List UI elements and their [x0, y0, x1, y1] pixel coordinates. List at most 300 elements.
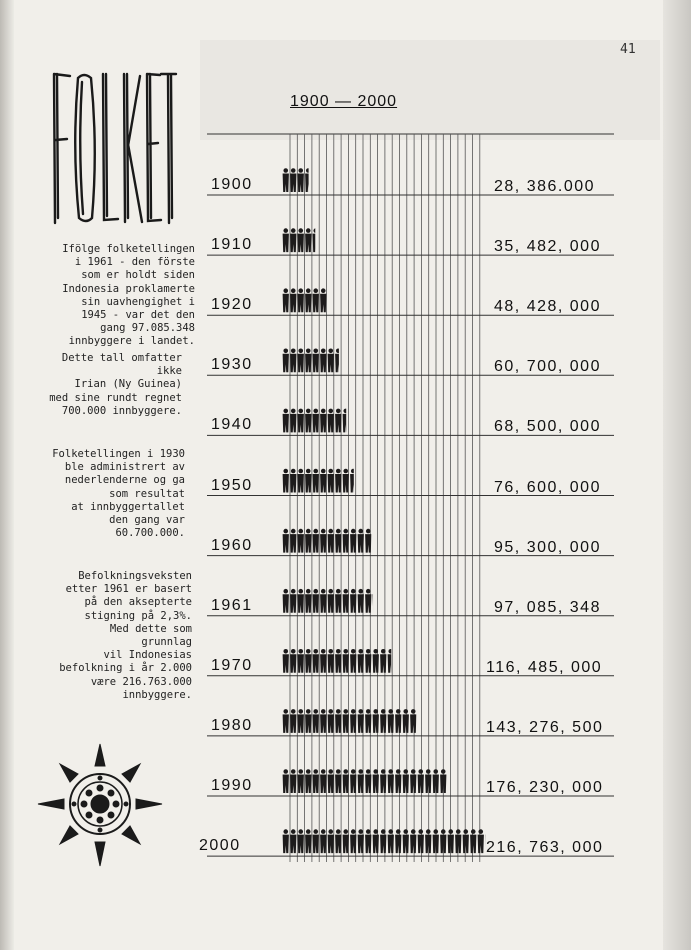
person-body: [365, 534, 371, 553]
person-head: [306, 168, 311, 173]
person-head: [403, 769, 408, 774]
person-head: [298, 288, 303, 293]
person-head: [478, 829, 483, 834]
person-body: [290, 534, 296, 553]
person-head: [283, 288, 288, 293]
person-body: [298, 594, 304, 613]
person-body: [313, 294, 319, 313]
chart-title: 1900 — 2000: [290, 93, 398, 110]
person-body: [343, 594, 349, 613]
person-head: [313, 529, 318, 534]
bar-1960: [283, 529, 372, 553]
partial-person: [343, 409, 349, 433]
person-head: [298, 589, 303, 594]
value-label: 76, 600, 000: [494, 478, 601, 496]
person-body: [313, 474, 319, 493]
person-head: [351, 649, 356, 654]
person-head: [313, 829, 318, 834]
person-body: [283, 654, 289, 673]
person-head: [388, 769, 393, 774]
person-head: [418, 769, 423, 774]
person-head: [351, 589, 356, 594]
person-body: [358, 534, 364, 553]
person-body: [313, 354, 319, 373]
person-head: [298, 829, 303, 834]
value-label: 116, 485, 000: [486, 658, 603, 676]
person-head: [313, 769, 318, 774]
person-body: [313, 775, 319, 794]
person-head: [306, 228, 311, 233]
person-body: [388, 775, 394, 794]
person-head: [381, 769, 386, 774]
person-head: [366, 589, 371, 594]
person-head: [306, 589, 311, 594]
value-label: 143, 276, 500: [486, 718, 604, 736]
person-body: [388, 835, 394, 854]
person-body: [320, 654, 326, 673]
person-head: [313, 649, 318, 654]
person-head: [306, 649, 311, 654]
person-head: [373, 649, 378, 654]
person-body: [358, 594, 364, 613]
person-body: [290, 354, 296, 373]
person-head: [373, 829, 378, 834]
person-body: [313, 835, 319, 854]
person-body: [305, 594, 311, 613]
person-head: [486, 829, 491, 834]
person-body: [283, 775, 289, 794]
person-head: [343, 469, 348, 474]
person-body: [298, 414, 304, 433]
person-head: [336, 589, 341, 594]
person-head: [306, 709, 311, 714]
person-body: [298, 174, 304, 193]
text-block-census-1961: Ifölge folketellingen i 1961 - den förste som er holdt siden Indonesia proklamerte sin uavhengighet i 1945 - var det den gang 97.085.348 innbyggere i landet.: [62, 243, 195, 348]
person-head: [291, 589, 296, 594]
person-head: [336, 829, 341, 834]
person-head: [358, 529, 363, 534]
person-body: [470, 835, 476, 854]
year-label: 1920: [211, 296, 253, 314]
person-body: [320, 775, 326, 794]
person-body: [358, 654, 364, 673]
person-body: [320, 534, 326, 553]
person-head: [336, 769, 341, 774]
person-head: [336, 709, 341, 714]
person-body: [395, 835, 401, 854]
person-body: [410, 714, 416, 733]
person-body: [305, 654, 311, 673]
person-body: [335, 714, 341, 733]
page-number: 41: [620, 42, 636, 57]
value-label: 176, 230, 000: [486, 779, 604, 796]
person-head: [283, 769, 288, 774]
person-body: [298, 294, 304, 313]
year-label: 1990: [211, 777, 253, 794]
person-body: [403, 775, 409, 794]
person-body: [335, 775, 341, 794]
person-body: [283, 594, 289, 613]
person-body: [343, 714, 349, 733]
person-head: [396, 829, 401, 834]
person-body: [335, 474, 341, 493]
person-head: [291, 288, 296, 293]
partial-person: [305, 168, 311, 192]
person-body: [328, 414, 334, 433]
person-body: [365, 714, 371, 733]
person-head: [441, 769, 446, 774]
person-head: [291, 349, 296, 354]
person-head: [321, 409, 326, 414]
person-body: [290, 594, 296, 613]
person-body: [403, 714, 409, 733]
person-body: [283, 714, 289, 733]
year-label: 1900: [211, 176, 253, 193]
person-head: [291, 709, 296, 714]
person-head: [343, 769, 348, 774]
person-body: [283, 174, 289, 193]
person-body: [328, 534, 334, 553]
person-head: [403, 829, 408, 834]
person-body: [350, 594, 356, 613]
person-head: [321, 769, 326, 774]
person-head: [291, 769, 296, 774]
text-block-irian: Dette tall omfatter ikke Irian (Ny Guinea) med sine rundt regnet 700.000 innbyggere.: [49, 352, 182, 417]
person-head: [351, 709, 356, 714]
person-body: [365, 594, 371, 613]
person-body: [328, 835, 334, 854]
person-body: [298, 654, 304, 673]
person-head: [298, 228, 303, 233]
partial-person: [388, 649, 394, 673]
person-head: [328, 469, 333, 474]
person-head: [328, 829, 333, 834]
person-head: [283, 168, 288, 173]
person-body: [395, 775, 401, 794]
person-head: [313, 589, 318, 594]
person-head: [283, 829, 288, 834]
value-label: 35, 482, 000: [494, 238, 601, 256]
person-body: [350, 835, 356, 854]
person-head: [396, 769, 401, 774]
person-head: [283, 349, 288, 354]
person-body: [298, 474, 304, 493]
person-body: [463, 835, 469, 854]
value-label: 97, 085, 348: [494, 598, 601, 616]
person-head: [298, 649, 303, 654]
person-head: [433, 769, 438, 774]
person-head: [351, 469, 356, 474]
person-head: [291, 409, 296, 414]
person-body: [343, 414, 349, 433]
person-head: [283, 529, 288, 534]
person-body: [328, 654, 334, 673]
bar-1990: [283, 769, 447, 793]
person-body: [305, 534, 311, 553]
person-head: [328, 288, 333, 293]
person-body: [373, 775, 379, 794]
value-label: 48, 428, 000: [494, 298, 601, 316]
person-body: [290, 474, 296, 493]
person-head: [321, 589, 326, 594]
person-body: [373, 654, 379, 673]
person-body: [328, 294, 334, 313]
person-head: [321, 469, 326, 474]
partial-person: [335, 349, 341, 373]
person-head: [306, 769, 311, 774]
person-head: [433, 829, 438, 834]
person-body: [388, 654, 394, 673]
person-head: [291, 649, 296, 654]
person-body: [305, 414, 311, 433]
person-body: [290, 234, 296, 253]
person-head: [313, 469, 318, 474]
person-head: [343, 409, 348, 414]
person-head: [313, 228, 318, 233]
person-head: [313, 349, 318, 354]
bar-1910: [283, 228, 319, 252]
person-body: [290, 294, 296, 313]
person-head: [283, 409, 288, 414]
person-body: [418, 775, 424, 794]
person-body: [380, 654, 386, 673]
person-body: [373, 714, 379, 733]
person-head: [351, 529, 356, 534]
partial-person: [410, 709, 416, 733]
person-head: [351, 769, 356, 774]
person-head: [306, 288, 311, 293]
person-body: [350, 775, 356, 794]
person-body: [343, 835, 349, 854]
person-body: [320, 474, 326, 493]
person-body: [358, 775, 364, 794]
year-label: 1960: [211, 536, 253, 554]
value-label: 68, 500, 000: [494, 418, 601, 436]
person-body: [418, 835, 424, 854]
person-body: [350, 654, 356, 673]
person-body: [335, 654, 341, 673]
person-head: [381, 829, 386, 834]
person-head: [343, 709, 348, 714]
person-body: [283, 534, 289, 553]
person-head: [351, 829, 356, 834]
person-head: [388, 829, 393, 834]
person-head: [291, 469, 296, 474]
person-head: [336, 529, 341, 534]
person-body: [298, 775, 304, 794]
person-head: [298, 409, 303, 414]
person-head: [388, 709, 393, 714]
person-body: [350, 714, 356, 733]
person-head: [291, 829, 296, 834]
person-body: [410, 775, 416, 794]
person-head: [343, 589, 348, 594]
bar-2000: [283, 829, 492, 853]
person-head: [336, 349, 341, 354]
person-body: [365, 654, 371, 673]
year-label: 1910: [211, 236, 253, 254]
person-head: [366, 529, 371, 534]
person-head: [328, 589, 333, 594]
person-body: [328, 775, 334, 794]
year-label: 1930: [211, 356, 253, 374]
person-body: [298, 234, 304, 253]
person-body: [313, 534, 319, 553]
person-body: [358, 835, 364, 854]
person-head: [298, 349, 303, 354]
person-body: [305, 354, 311, 373]
person-head: [321, 288, 326, 293]
person-head: [328, 709, 333, 714]
person-body: [298, 534, 304, 553]
person-body: [290, 654, 296, 673]
person-body: [328, 594, 334, 613]
star-ornament-icon: [36, 742, 166, 868]
person-head: [343, 529, 348, 534]
person-head: [306, 469, 311, 474]
person-head: [336, 649, 341, 654]
person-head: [298, 469, 303, 474]
person-head: [373, 769, 378, 774]
person-head: [313, 409, 318, 414]
year-label: 1961: [211, 596, 253, 614]
person-body: [328, 474, 334, 493]
person-head: [463, 829, 468, 834]
person-head: [343, 829, 348, 834]
person-head: [321, 349, 326, 354]
person-body: [290, 174, 296, 193]
person-head: [471, 829, 476, 834]
person-body: [365, 775, 371, 794]
text-block-growth: Befolkningsveksten etter 1961 er basert på den aksepterte stigning på 2,3%. Med dette som grunnlag vil Indonesias befolkning i år 2.000 være 216.763.000 innbyggere.: [59, 570, 192, 701]
person-body: [283, 835, 289, 854]
person-body: [380, 714, 386, 733]
person-head: [358, 829, 363, 834]
person-head: [321, 829, 326, 834]
person-head: [321, 709, 326, 714]
person-head: [306, 829, 311, 834]
person-body: [343, 534, 349, 553]
bar-1970: [283, 649, 394, 673]
person-body: [313, 594, 319, 613]
person-body: [283, 474, 289, 493]
person-body: [403, 835, 409, 854]
person-head: [283, 228, 288, 233]
person-body: [343, 474, 349, 493]
person-body: [305, 174, 311, 193]
person-head: [321, 649, 326, 654]
person-head: [298, 769, 303, 774]
person-head: [298, 529, 303, 534]
person-head: [343, 649, 348, 654]
person-body: [283, 414, 289, 433]
person-head: [291, 529, 296, 534]
person-body: [335, 835, 341, 854]
person-head: [291, 228, 296, 233]
person-body: [283, 294, 289, 313]
person-head: [283, 469, 288, 474]
year-label: 1950: [211, 476, 253, 494]
person-body: [290, 414, 296, 433]
person-head: [298, 709, 303, 714]
person-head: [358, 649, 363, 654]
person-body: [283, 354, 289, 373]
person-body: [305, 714, 311, 733]
person-body: [343, 775, 349, 794]
person-body: [320, 294, 326, 313]
person-body: [425, 835, 431, 854]
person-body: [290, 714, 296, 733]
person-head: [441, 829, 446, 834]
value-label: 216, 763, 000: [486, 839, 604, 857]
person-head: [448, 829, 453, 834]
person-head: [456, 829, 461, 834]
person-body: [305, 474, 311, 493]
person-body: [335, 414, 341, 433]
person-head: [306, 529, 311, 534]
person-head: [366, 709, 371, 714]
person-head: [426, 829, 431, 834]
person-head: [358, 589, 363, 594]
person-body: [335, 594, 341, 613]
person-body: [320, 835, 326, 854]
person-head: [328, 769, 333, 774]
person-body: [425, 775, 431, 794]
person-head: [306, 409, 311, 414]
person-head: [381, 709, 386, 714]
person-head: [366, 649, 371, 654]
value-label: 28, 386.000: [494, 178, 596, 195]
person-body: [298, 714, 304, 733]
person-body: [365, 835, 371, 854]
person-head: [336, 469, 341, 474]
value-label: 95, 300, 000: [494, 538, 601, 556]
person-body: [290, 835, 296, 854]
person-head: [328, 349, 333, 354]
person-body: [290, 775, 296, 794]
person-head: [373, 709, 378, 714]
person-body: [320, 414, 326, 433]
year-label: 2000: [199, 837, 241, 855]
person-head: [403, 709, 408, 714]
person-body: [335, 354, 341, 373]
person-head: [411, 769, 416, 774]
person-head: [291, 168, 296, 173]
person-head: [366, 769, 371, 774]
person-head: [313, 709, 318, 714]
text-block-census-1930: Folketellingen i 1930 ble administrert av nederlenderne og ga som resultat at innbyggertallet den gang var 60.700.000.: [52, 448, 185, 540]
person-head: [358, 769, 363, 774]
person-body: [320, 354, 326, 373]
person-body: [350, 534, 356, 553]
person-body: [313, 654, 319, 673]
person-body: [395, 714, 401, 733]
bar-1980: [283, 709, 417, 733]
person-body: [388, 714, 394, 733]
person-body: [305, 775, 311, 794]
year-label: 1980: [211, 716, 253, 734]
person-head: [283, 709, 288, 714]
person-body: [478, 835, 484, 854]
person-body: [380, 835, 386, 854]
person-body: [283, 234, 289, 253]
person-body: [335, 534, 341, 553]
person-head: [411, 709, 416, 714]
person-head: [381, 649, 386, 654]
person-head: [313, 288, 318, 293]
bar-1940: [283, 409, 349, 433]
person-head: [328, 529, 333, 534]
